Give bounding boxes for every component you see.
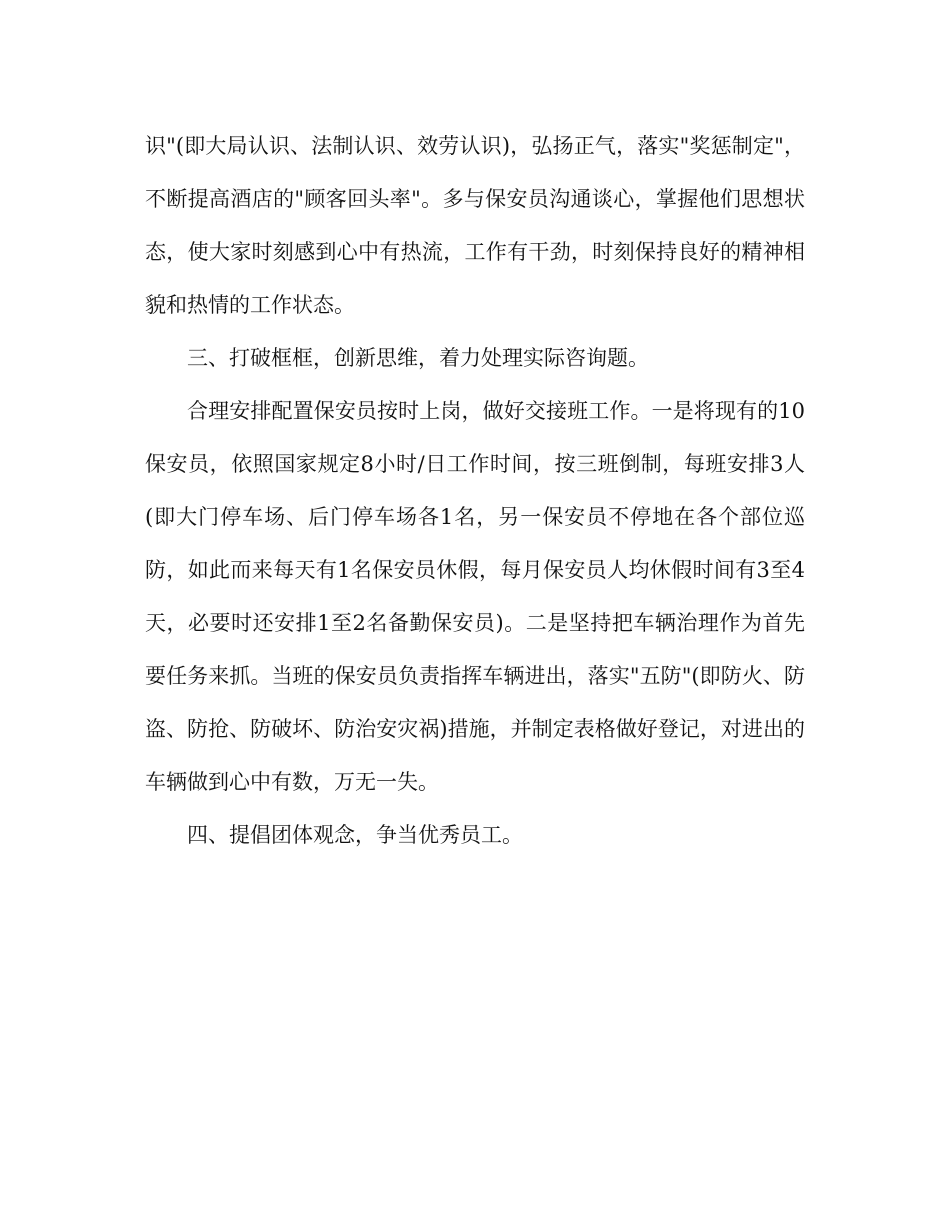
section-heading-4: 四、提倡团体观念，争当优秀员工。: [187, 823, 523, 847]
section-heading-3: 三、打破框框，创新思维，着力处理实际咨询题。: [187, 346, 649, 370]
paragraph-continuation: 识"(即大局认识、法制认识、效劳认识)，弘扬正气，落实"奖惩制定"，不断提高酒店的"顾客回头率"。多与保安员沟通谈心，掌握他们思想状态，使大家时刻感到心中有热流，工作有干劲，时刻保持良好的精神相貌和热情的工作状态。: [145, 134, 805, 317]
paragraph-shift-arrangement: 合理安排配置保安员按时上岗，做好交接班工作。一是将现有的10保安员，依照国家规定8小时/日工作时间，按三班倒制，每班安排3人(即大门停车场、后门停车场各1名，另一保安员不停地在各个部位巡防，如此而来每天有1名保安员休假，每月保安员人均休假时间有3至4天，必要时还安排1至2名备勤保安员)。二是坚持把车辆治理作为首先要任务来抓。当班的保安员负责指挥车辆进出，落实"五防"(即防火、防盗、防抢、防破坏、防治安灾祸)措施，并制定表格做好登记，对进出的车辆做到心中有数，万无一失。: [145, 399, 805, 794]
document-body: [145, 120, 805, 862]
